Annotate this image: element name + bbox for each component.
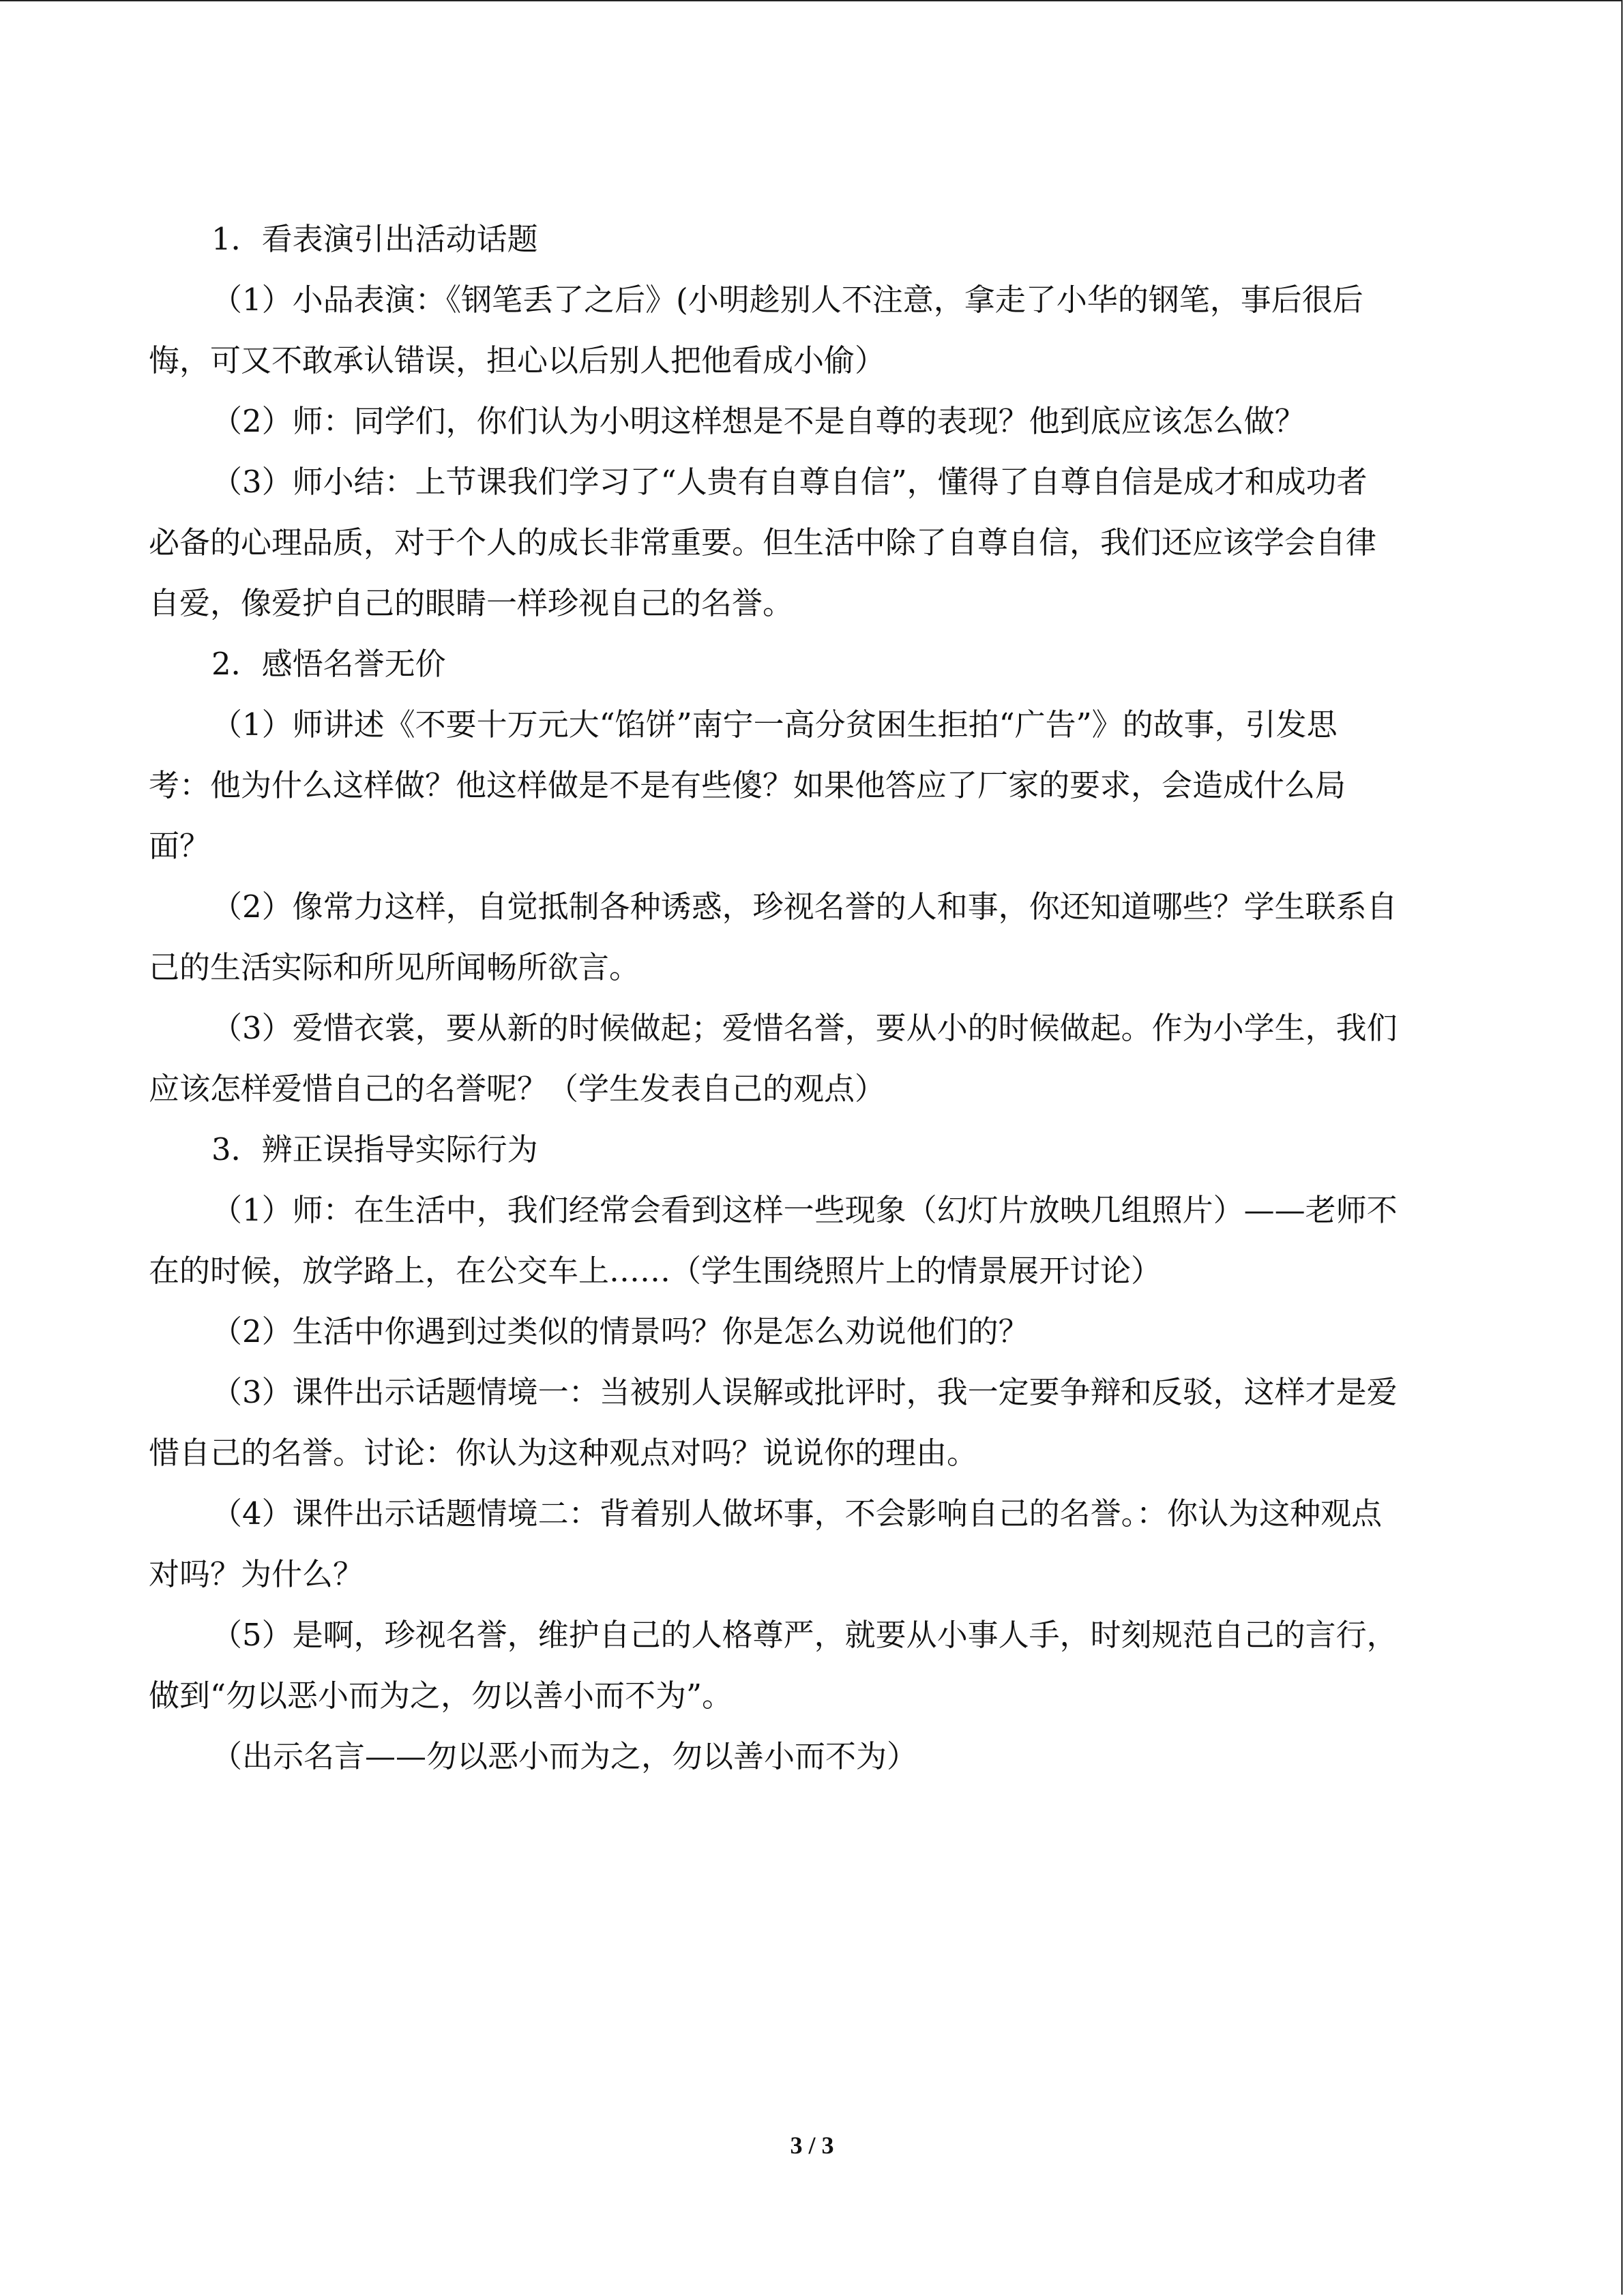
- text-line: （4）课件出示话题情境二：背着别人做坏事，不会影响自己的名誉。：你认为这种观点: [211, 1495, 1383, 1532]
- text-line: （2）师：同学们，你们认为小明这样想是不是自尊的表现？他到底应该怎么做？: [211, 403, 1305, 439]
- page-number: 3 / 3: [790, 2132, 834, 2159]
- text-line: （2）生活中你遇到过类似的情景吗？你是怎么劝说他们的？: [211, 1313, 1029, 1350]
- text-line: （1）师讲述《不要十万元大“馅饼”南宁一高分贫困生拒拍“广告”》的故事，引发思: [211, 706, 1338, 743]
- text-line: （1）师：在生活中，我们经常会看到这样一些现象（幻灯片放映几组照片）——老师不: [211, 1192, 1398, 1228]
- text-line: （1）小品表演：《钢笔丢了之后》(小明趁别人不注意，拿走了小华的钢笔，事后很后: [211, 282, 1363, 318]
- text-line: 对吗？为什么？: [149, 1556, 364, 1592]
- text-line: （3）师小结：上节课我们学习了“人贵有自尊自信”，懂得了自尊自信是成才和成功者: [211, 464, 1368, 500]
- text-line: 惜自己的名誉。讨论：你认为这种观点对吗？说说你的理由。: [149, 1435, 978, 1471]
- text-line: 己的生活实际和所见所闻畅所欲言。: [149, 949, 640, 985]
- text-line: 做到“勿以恶小而为之，勿以善小而不为”。: [149, 1678, 733, 1714]
- text-line: 考：他为什么这样做？他这样做是不是有些傻？如果他答应了厂家的要求，会造成什么局: [149, 767, 1346, 803]
- text-line: 1．看表演引出活动话题: [211, 221, 538, 257]
- text-line: （3）课件出示话题情境一：当被别人误解或批评时，我一定要争辩和反驳，这样才是爱: [211, 1374, 1398, 1410]
- text-line: 面？: [149, 828, 211, 864]
- text-line: （3）爱惜衣裳，要从新的时候做起；爱惜名誉，要从小的时候做起。作为小学生，我们: [211, 1010, 1398, 1046]
- text-line: 自爱，像爱护自己的眼睛一样珍视自己的名誉。: [149, 585, 794, 621]
- text-line: 在的时候，放学路上，在公交车上……（学生围绕照片上的情景展开讨论）: [149, 1253, 1162, 1289]
- text-line: 3．辨正误指导实际行为: [211, 1131, 538, 1167]
- text-line: （出示名言——勿以恶小而为之，勿以善小而不为）: [211, 1738, 918, 1774]
- text-line: 悔，可又不敢承认错误，担心以后别人把他看成小偷）: [149, 342, 886, 378]
- text-line: （5）是啊，珍视名誉，维护自己的人格尊严，就要从小事人手，时刻规范自己的言行，: [211, 1617, 1398, 1653]
- text-line: （2）像常力这样，自觉抵制各种诱惑，珍视名誉的人和事，你还知道哪些？学生联系自: [211, 889, 1398, 925]
- text-line: 必备的心理品质，对于个人的成长非常重要。但生活中除了自尊自信，我们还应该学会自律: [149, 524, 1377, 561]
- document-body: [149, 209, 1479, 1787]
- text-line: 2．感悟名誉无价: [211, 646, 446, 682]
- text-line: 应该怎样爱惜自己的名誉呢？（学生发表自己的观点）: [149, 1071, 886, 1107]
